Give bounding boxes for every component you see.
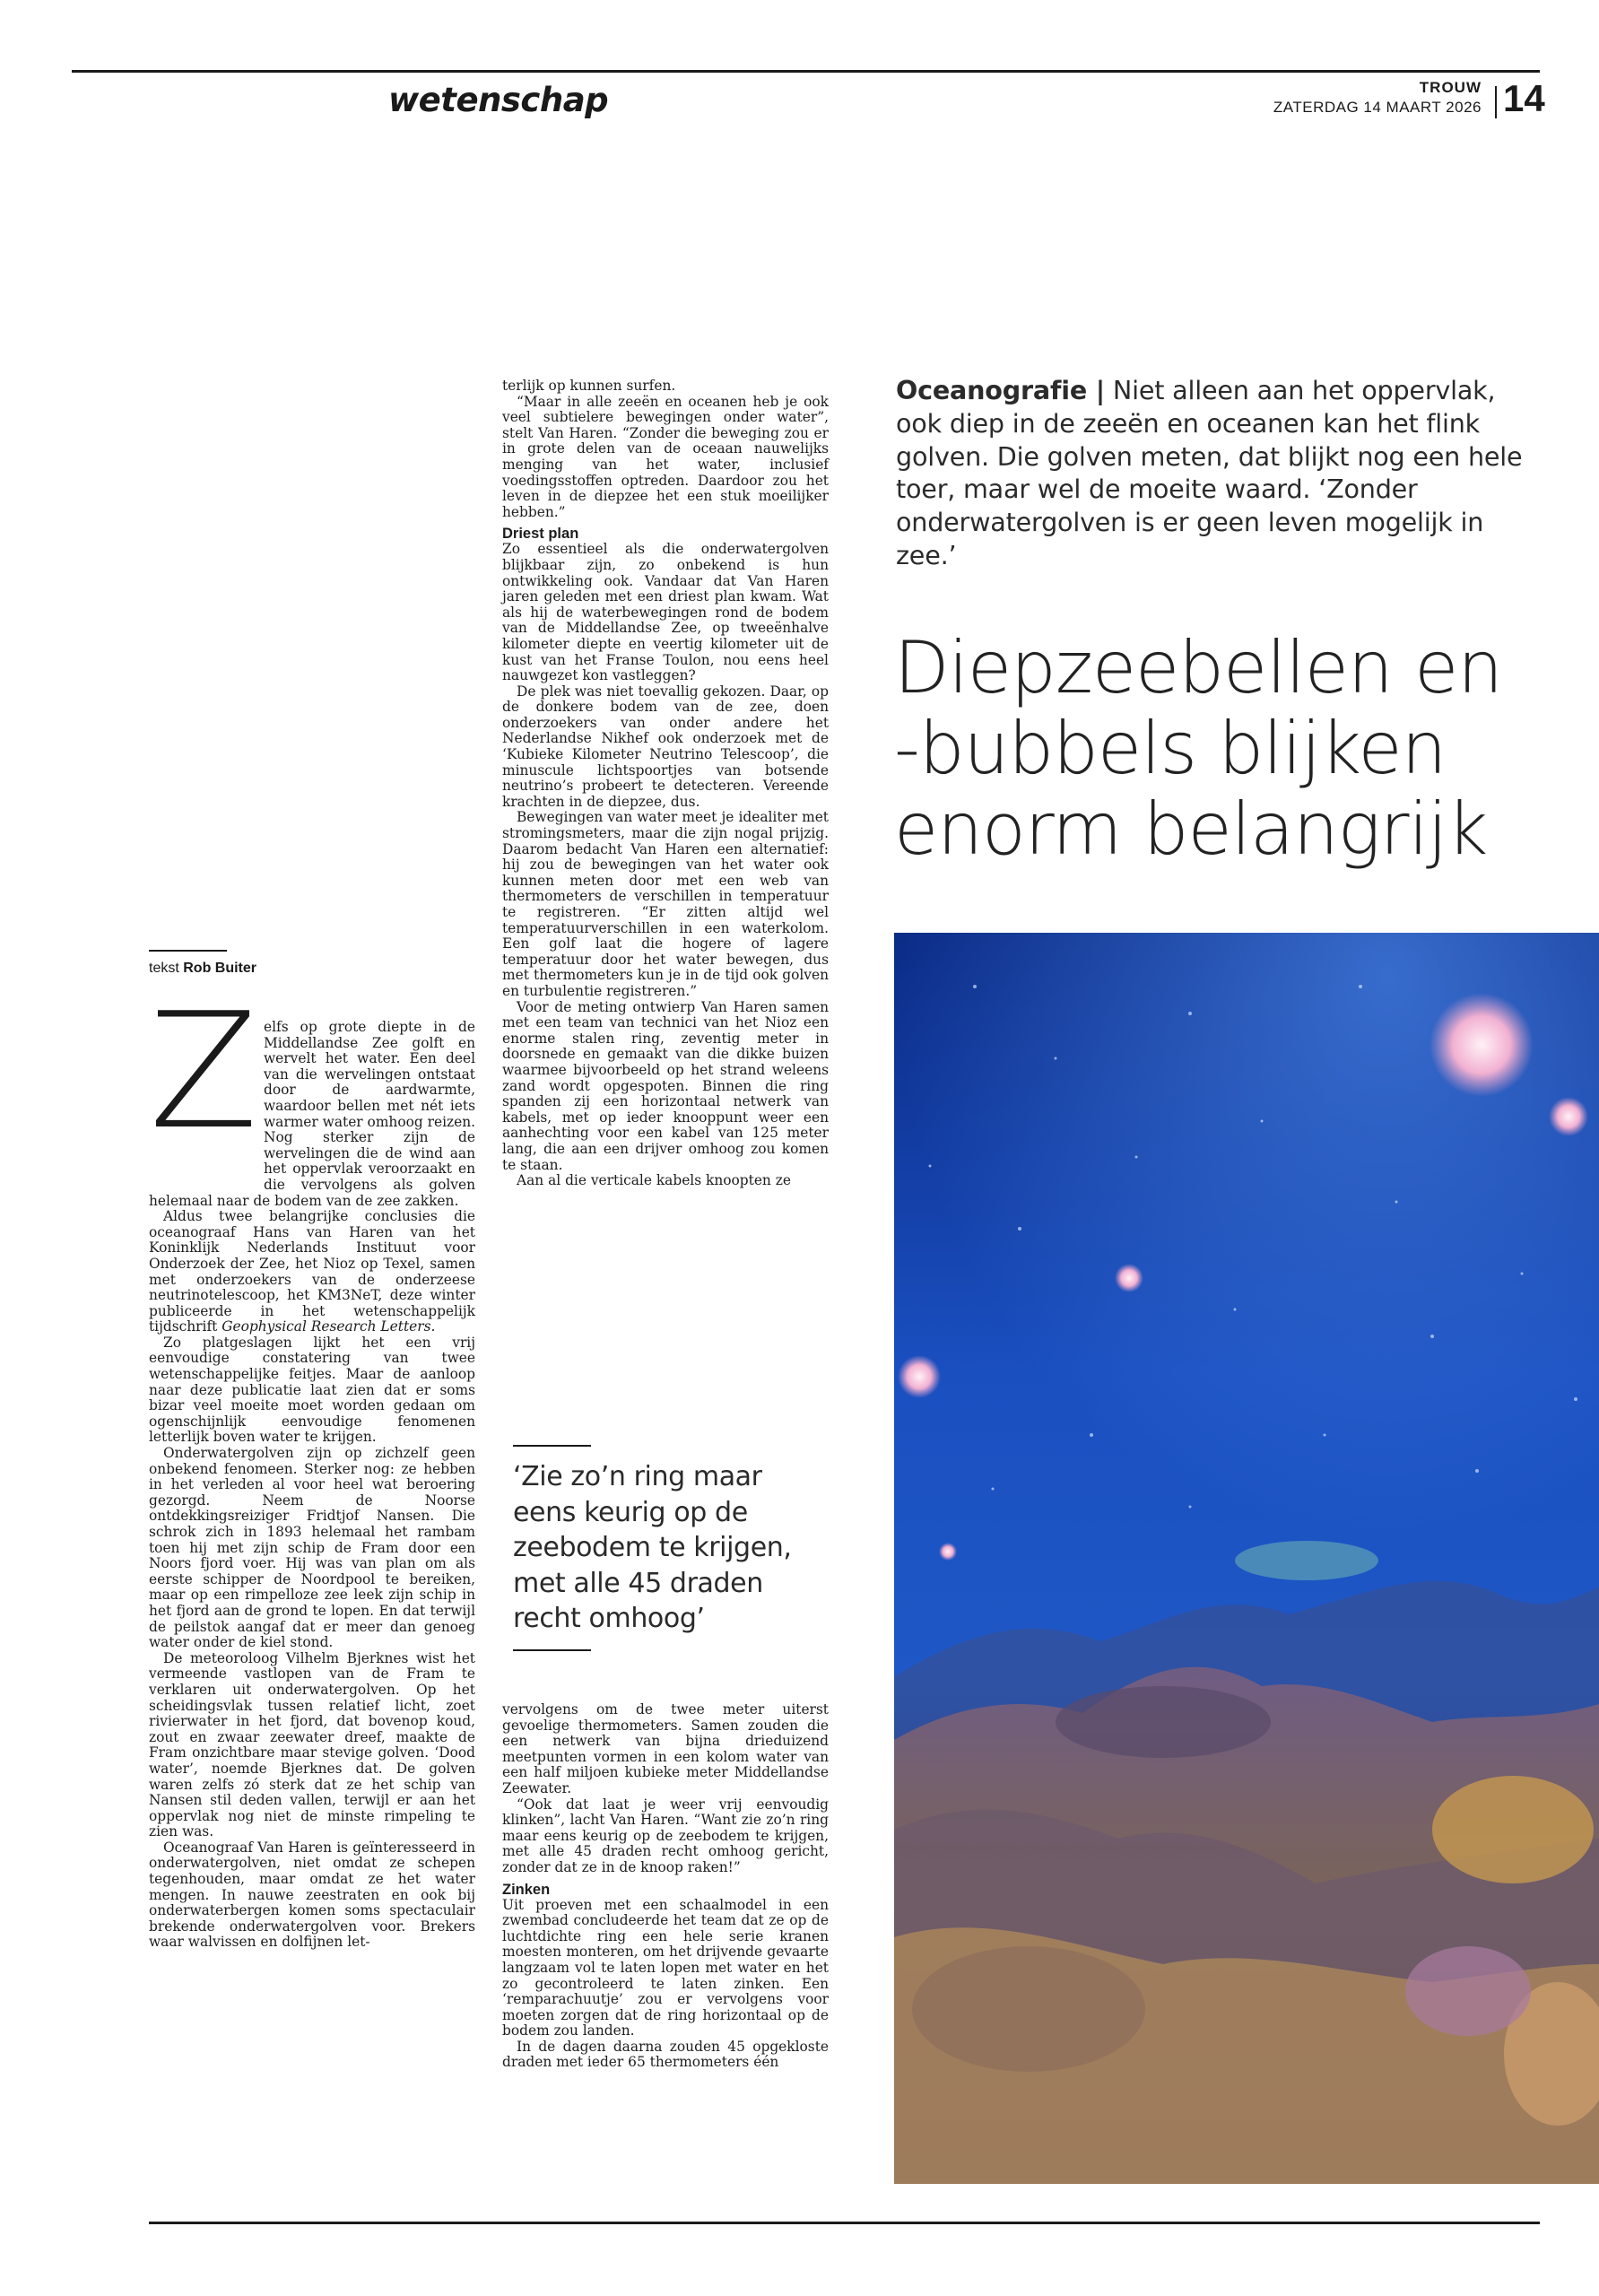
byline-rule: [149, 950, 227, 952]
reef-photo-illustration: [894, 933, 1599, 2184]
headline: [894, 628, 1576, 870]
col2-paragraph: Bewegingen van water meet je idealiter met stromingsmeters, maar die zijn nogal prijzig. Daarom bedacht Van Haren een alternatief: hij zou de bewegingen van het water ook kunnen meten door met een web van thermometers de verschillen in temperatuur te registreren. “Er zitten altijd wel temperatuurverschillen in een waterkolom. Een golf laat die hogere of lagere temperatuur door het water bewegen, dus met thermometers kun je in de tijd ook golven en turbulentie registreren.”: [502, 809, 829, 999]
masthead-brand: TROUW: [1419, 79, 1482, 96]
col2-paragraph: vervolgens om de twee meter uiterst gevoelige thermometers. Samen zouden die een netwerk van bijna drieduizend meetpunten vormen in een kolom water van een half miljoen kubieke meter Middellandse Zeewater.: [502, 1701, 829, 1796]
col2-paragraph: “Ook dat laat je weer vrij eenvoudig klinken”, lacht Van Haren. “Want zie zo’n ring maar eens keurig op de zeebodem te krijgen, met alle 45 draden recht omhoog gericht, zonder dat ze in de knoop raken!”: [502, 1796, 829, 1875]
article-column-2-top: [502, 378, 829, 1189]
col2-paragraph: Aan al die verticale kabels knoopten ze: [517, 1172, 791, 1189]
col2-paragraph: Zo essentieel als die onderwatergolven blijkbaar zijn, zo onbekend is hun ontwikkeling ook. Vandaar dat Van Haren jaren geleden met een driest plan kwam. Wat als hij de waterbewegingen rond de bodem van de Middellandse Zee, op tweeënhalve kilometer diepte en veertig kilometer uit de kust van het Franse Toulon, nou eens heel nauwgezet kon vastleggen?: [502, 541, 829, 684]
headline-line-2: -bubbels blijken: [894, 707, 1447, 790]
col1-paragraph: Onderwatergolven zijn op zichzelf geen onbekend fenomeen. Sterker nog: ze hebben in het verleden al voor heel wat beroering gezorgd. Neem de Noorse ontdekkingsreiziger Fridtjof Nansen. Die schrok zich in 1893 helemaal het rambam toen hij met zijn schip de Fram door een Noors fjord voer. Hij was van plan om als eerste schipper de Noordpool te bereiken, maar op een rimpelloze zee leek zijn schip in het fjord aan de grond te lopen. En dat terwijl de peilstok aangaf dat er meer dan genoeg water onder de kiel stond.: [149, 1445, 475, 1651]
col2-paragraph: De plek was niet toevallig gekozen. Daar, op de donkere bodem van de zee, doen onderzoekers van onder andere het Nederlandse Nikhef ook onderzoek met de ‘Kubieke Kilometer Neutrino Telescoop’, die minuscule lichtspoortjes van botsende neutrino’s probeert te detecteren. Vereende krachten in de diepzee, dus.: [502, 683, 829, 810]
intro-text: Niet alleen aan het oppervlak, ook diep in de zeeën en oceanen kan het flink golven. Die golven meten, dat blijkt nog een hele toer, maar wel de moeite waard. ‘Zonder onderwatergolven is er geen leven mogelijk in zee.’: [896, 375, 1523, 570]
col1-paragraph: Oceanograaf Van Haren is geïnteresseerd in onderwatergolven, niet omdat ze schepen tegenhouden, maar omdat ze het water mengen. In nauwe zeestraten en ook bij onderwaterbergen komen soms spectaculair brekende onderwatergolven voor. Brekers waar walvissen en dolfijnen let-: [149, 1839, 475, 1951]
headline-line-1: Diepzeebellen en: [894, 626, 1502, 709]
drop-cap: Z: [149, 978, 258, 1164]
article-intro: [896, 374, 1524, 572]
masthead-date: ZATERDAG 14 MAART 2026: [1273, 99, 1482, 116]
page-number: 14: [1503, 77, 1545, 119]
byline-prefix: tekst: [149, 961, 184, 976]
byline-author: Rob Buiter: [183, 961, 257, 976]
top-rule: [72, 70, 1540, 73]
pullquote-rule-top: [513, 1445, 591, 1447]
col1-paragraph: De meteoroloog Vilhelm Bjerknes wist het vermeende vastlopen van de Fram te verklaren uit onderwatergolven. Op het scheidingsvlak tussen relatief licht, zoet rivierwater in het fjord, dat bovenop koud, zout en zwaar zeewater dreef, maakte de Fram onzichtbare maar stevige golven. ‘Dood water’, noemde Bjerknes dat. De golven waren zelfs zó sterk dat ze het schip van Nansen stil deden vallen, terwijl er aan het oppervlak nog niet de minste rimpeling te zien was.: [149, 1649, 475, 1840]
col2-paragraph: terlijk op kunnen surfen.: [502, 378, 676, 394]
col2-paragraph: Voor de meting ontwierp Van Haren samen met een team van technici van het Nioz een enorme stalen ring, zeventig meter in doorsnede en gemaakt van die dikke buizen waarmee bijvoorbeeld op het strand weleens zand wordt opgespoten. Binnen die ring spanden zij een horizontaal netwerk van kabels, met op ieder knooppunt weer een aanhechting voor een kabel van 125 meter lang, die aan een drijver omhoog zou komen te staan.: [502, 998, 829, 1173]
pull-quote: ‘Zie zo’n ring maar eens keurig op de zeebodem te krijgen, met alle 45 draden recht omhoog’: [513, 1461, 792, 1634]
intro-kicker: Oceanografie |: [896, 375, 1106, 405]
col1-lead: [149, 1020, 475, 1209]
subheading-driest-plan: Driest plan: [502, 526, 579, 543]
col1-paragraph: [149, 1209, 475, 1335]
journal-name: Geophysical Research Letters.: [222, 1318, 436, 1335]
col2-paragraph: In de dagen daarna zouden 45 opgekloste draden met ieder 65 thermometers één: [502, 2038, 829, 2071]
col1-p2-text: Aldus twee belangrijke conclusies die oceanograaf Hans van Haren van het Koninklijk Nederlands Instituut voor Onderzoek der Zee, het Nioz op Texel, samen met onderzoekers van de onderzeese neutrinotelescoop, het KM3NeT, deze winter publiceerde in het wetenschappelijk tijdschrift: [149, 1208, 475, 1335]
article-column-2-bottom: [502, 1702, 829, 2071]
headline-line-3: enorm belangrijk: [894, 787, 1488, 871]
byline: [149, 961, 256, 977]
col2-paragraph: “Maar in alle zeeën en oceanen heb je ook veel subtielere bewegingen onder water”, stelt Van Haren. “Zonder die beweging zou er in grote delen van de oceaan nauwelijks menging van het water, inclusief voedingsstoffen optreden. Daardoor zou het leven in de diepzee het een stuk moeilijker hebben.”: [502, 393, 829, 520]
pullquote-rule-bottom: [513, 1649, 591, 1651]
masthead: [1273, 79, 1482, 117]
dropcap-space: [149, 1020, 264, 1179]
article-column-1: [149, 1020, 475, 1951]
col2-paragraph: Uit proeven met een schaalmodel in een zwembad concludeerde het team dat ze op de luchtdichte ring een hele serie kranen moesten monteren, om het drijvende gevaarte langzaam vol te laten lopen met water en het zo gecontroleerd te laten zinken. Een ‘remparachuutje’ zou er vervolgens voor moeten zorgen dat de ring horizontaal op de bodem zou landen.: [502, 1896, 829, 2039]
subheading-zinken: Zinken: [502, 1881, 551, 1898]
pagenum-separator: [1495, 86, 1497, 118]
section-name: wetenschap: [388, 81, 609, 119]
col1-lead-text: elfs op grote diepte in de Middellandse Zee golft en wervelt het water. Een deel van die wervelingen ontstaat door de aardwarmte, waardoor bellen met nét iets warmer water omhoog reizen. Nog sterker zijn de wervelingen die de wind aan het oppervlak veroorzaakt en die vervolgens als golven helemaal naar de bodem van de zee zakken.: [149, 1019, 476, 1209]
reef-photo: [894, 933, 1599, 2184]
col1-paragraph: Zo platgeslagen lijkt het een vrij eenvoudige constatering van twee wetenschappelijke feitjes. Maar de aanloop naar deze publicatie laat zien dat er soms bizar veel moeite moet worden gedaan om ogenschijnlijk eenvoudige fenomenen letterlijk boven water te krijgen.: [149, 1334, 475, 1446]
bottom-rule: [149, 2222, 1540, 2224]
